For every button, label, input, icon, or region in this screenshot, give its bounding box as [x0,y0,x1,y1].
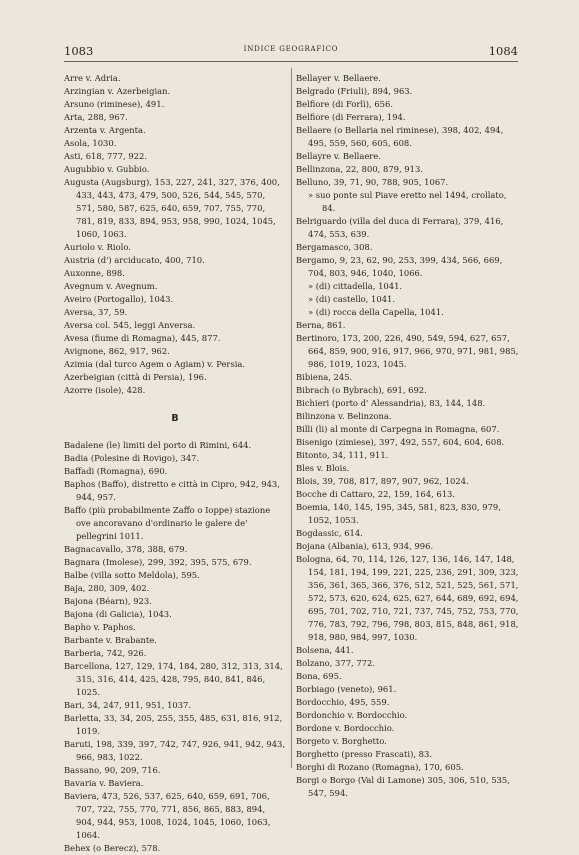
index-entry: Bordone v. Bordocchio. [296,723,395,733]
header-rule [64,61,518,62]
index-entry: Bichieri (porto d' Alessandria), 83, 144, 148. [296,398,486,408]
index-entry: Berna, 861. [296,320,346,330]
index-entry: Bojana (Albania), 613, 934, 996. [296,541,434,551]
page-number-right: 1084 [488,44,518,58]
index-entry: Baviera, 473, 526, 537, 625, 640, 659, 691, 706, 707, 722, 755, 770, 771, 856, 865, 883, 894, 904, 944, 953, 1008, 1024, 1045, 1060, 1063, 1064. [64,791,271,840]
index-entry: Barberia, 742, 926. [64,648,147,658]
index-entry: Barletta, 33, 34, 205, 255, 355, 485, 631, 816, 912, 1019. [64,713,283,736]
index-entry: Arre v. Adria. [64,73,121,83]
index-entry: Borghetto (presso Frascati), 83. [296,749,432,759]
index-entry: Bogdassic, 614. [296,528,363,538]
index-entry: Bona, 695. [296,671,342,681]
index-entry: Bellinzona, 22, 800, 879, 913. [296,164,423,174]
index-entry: Arta, 288, 967. [64,112,128,122]
index-entry: Asola, 1030. [64,138,117,148]
index-entry: Bisenigo (zimiese), 397, 492, 557, 604, 604, 608. [296,437,505,447]
index-entry: Bordocchio, 495, 559. [296,697,390,707]
index-entry: Bertinoro, 173, 200, 226, 490, 549, 594, 627, 657, 664, 859, 900, 916, 917, 966, 970, 971, 981, 985, 986, 1019, 1023, 1045. [296,333,519,369]
index-entry: Aversa col. 545, leggi Anversa. [64,320,196,330]
index-entry: Aversa, 37, 59. [64,307,128,317]
index-entry: Belluno, 39, 71, 90, 788, 905, 1067. [296,177,449,187]
index-entry: Bavaria v. Baviera. [64,778,144,788]
index-entry: Azerbeigian (città di Persia), 196. [64,372,207,382]
index-subentry: » suo ponte sul Piave eretto nel 1494, crollato, 84. [308,190,507,213]
index-entry: Bibrach (o Bybrach), 691, 692. [296,385,427,395]
index-entry: Augubbio v. Gubbio. [64,164,150,174]
index-entry: Borbiago (veneto), 961. [296,684,397,694]
index-entry: Baffadi (Romagna), 690. [64,466,168,476]
index-entry: Bergamo, 9, 23, 62, 90, 253, 399, 434, 566, 669, 704, 803, 946, 1040, 1066. [296,255,503,278]
index-entry: Auriolo v. Riolo. [64,242,131,252]
index-entry: Bilinzona v. Belinzona. [296,411,392,421]
index-entry: Arzenta v. Argenta. [64,125,146,135]
index-entry: Bolzano, 377, 772. [296,658,375,668]
index-entry: Asti, 618, 777, 922. [64,151,147,161]
left-column [64,72,286,855]
index-entry: Aveiro (Portogallo), 1043. [64,294,174,304]
index-entry: Baffo (più probabilmente Zaffo o Ioppe) stazione ove ancoravano d'ordinario le galere de' pellegrini 1011. [64,505,271,541]
section-letter: B [171,413,179,424]
index-entry: Boemia, 140, 145, 195, 345, 581, 823, 830, 979, 1052, 1053. [296,502,501,525]
index-entry: Bologna, 64, 70, 114, 126, 127, 136, 146, 147, 148, 154, 181, 194, 199, 221, 225, 236, 291, 309, 323, 356, 361, 365, 366, 376, 512, 521, 525, 561, 571, 572, 573, 620, 624, 625, 627, 644, 689, 692, 694, 695, 701, 702, 710, 721, 737, 745, 752, 753, 770, 776, 783, 792, 796, 798, 803, 815, 848, 861, 918, 918, 980, 984, 997, 1030. [296,554,519,642]
index-entry: Bles v. Blois. [296,463,350,473]
running-title: INDICE GEOGRAFICO [243,45,339,53]
index-entry: Bellayer v. Bellaere. [296,73,381,83]
index-entry: Avignone, 862, 917, 962. [64,346,170,356]
index-entry: Bajona (di Galicia), 1043. [64,609,172,619]
index-entry: Avesa (fiume di Romagna), 445, 877. [64,333,221,343]
index-entry: Augusta (Augsburg), 153, 227, 241, 327, 376, 400, 433, 443, 473, 479, 500, 526, 544, 545, 570, 571, 580, 587, 625, 640, 659, 707, 755, 770, 781, 819, 833, 894, 953, 958, 990, 1024, 1045, 1060, 1063. [64,177,280,239]
index-entry: Bapho v. Paphos. [64,622,136,632]
column-divider [291,68,292,768]
index-entry: Baja, 280, 309, 402. [64,583,150,593]
index-entry: Azimia (dal turco Agem o Agiam) v. Persia. [64,359,246,369]
index-entry: Blois, 39, 708, 817, 897, 907, 962, 1024. [296,476,469,486]
right-column [296,72,522,800]
index-entry: Bolsena, 441. [296,645,354,655]
index-entry: Barbante v. Brabante. [64,635,157,645]
index-entry: Balbe (villa sotto Meldola), 595. [64,570,200,580]
index-subentry: » (di) cittadella, 1041. [308,281,403,291]
index-entry: Bassano, 90, 209, 716. [64,765,161,775]
index-entry: Bordonchio v. Bordocchio. [296,710,408,720]
index-entry: Bajona (Béarn), 923. [64,596,152,606]
index-entry: Bergamasco, 308. [296,242,373,252]
index-entry: Auxonne, 898. [64,268,125,278]
index-entry: Baphos (Baffo), distretto e città in Cipro, 942, 943, 944, 957. [64,479,280,502]
index-entry: Bibiena, 245. [296,372,353,382]
index-entry: Belfiore (di Forlì), 656. [296,99,394,109]
index-entry: Bitonto, 34, 111, 911. [296,450,389,460]
page-header [64,44,518,60]
index-entry: Belfiore (di Ferrara), 194. [296,112,406,122]
index-entry: Borgi o Borgo (Val di Lamone) 305, 306, 510, 535, 547, 594. [296,775,510,798]
index-entry: Baruti, 198, 339, 397, 742, 747, 926, 941, 942, 943, 966, 983, 1022. [64,739,286,762]
index-entry: Belgrado (Friuli), 894, 963. [296,86,413,96]
index-subentry: » (di) castello, 1041. [308,294,396,304]
page-number-left: 1083 [64,44,94,58]
index-entry: Badalene (le) limiti del porto di Rimini, 644. [64,440,252,450]
index-subentry: » (di) rocca della Capella, 1041. [308,307,444,317]
index-entry: Azorre (isole), 428. [64,385,146,395]
index-entry: Bellaere (o Bellaria nel riminese), 398, 402, 494, 495, 559, 560, 605, 608. [296,125,504,148]
index-entry: Bagnacavallo, 378, 388, 679. [64,544,188,554]
index-entry: Barcellona, 127, 129, 174, 184, 280, 312, 313, 314, 315, 316, 414, 425, 428, 795, 840, 841, 846, 1025. [64,661,283,697]
index-entry: Arzingian v. Azerbeigian. [64,86,171,96]
index-entry: Behex (o Berecz), 578. [64,843,161,853]
index-entry: Belriguardo (villa del duca di Ferrara), 379, 416, 474, 553, 639. [296,216,504,239]
index-entry: Bellayre v. Bellaere. [296,151,381,161]
index-entry: Billi (li) al monte di Carpegna in Romagna, 607. [296,424,500,434]
index-entry: Bari, 34, 247, 911, 951, 1037. [64,700,192,710]
index-entry: Austria (d') arciducato, 400, 710. [64,255,205,265]
index-entry: Borghi di Rozano (Romagna), 170, 605. [296,762,464,772]
index-entry: Badia (Polesine di Rovigo), 347. [64,453,200,463]
index-entry: Borgeto v. Borghetto. [296,736,387,746]
index-entry: Avegnum v. Avegnum. [64,281,158,291]
index-entry: Arsuno (riminese), 491. [64,99,165,109]
index-entry: Bocche di Cattaro, 22, 159, 164, 613. [296,489,456,499]
index-entry: Bagnara (Imolese), 299, 392, 395, 575, 679. [64,557,252,567]
